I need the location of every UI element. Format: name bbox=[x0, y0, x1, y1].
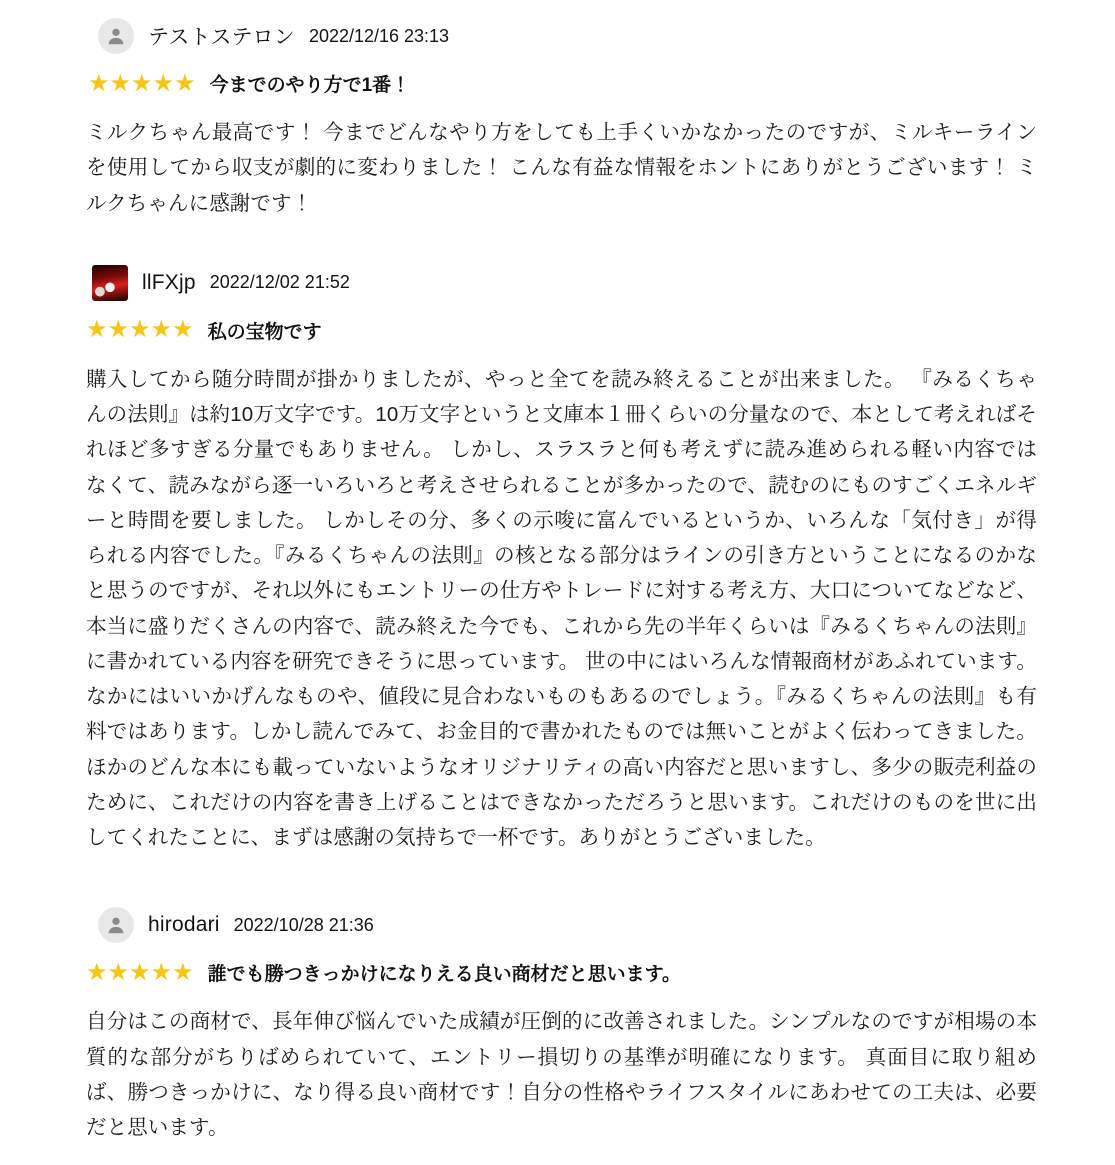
section-spacer bbox=[86, 255, 1037, 265]
review-body: ミルクちゃん最高です！ 今までどんなやり方をしても上手くいかなかったのですが、ミルキーラインを使用してから収支が劇的に変わりました！ こんな有益な情報をホントにありがとうございます！ ミルクちゃんに感謝です！ bbox=[86, 121, 1037, 215]
star-rating-icon: ★★★★★ bbox=[88, 69, 196, 97]
review-date: 2022/12/02 21:52 bbox=[209, 272, 350, 293]
user-photo-avatar bbox=[92, 265, 128, 301]
person-avatar-icon bbox=[98, 18, 134, 54]
review-header bbox=[92, 265, 1037, 301]
review-rating-row bbox=[86, 317, 1037, 344]
review-date: 2022/12/16 23:13 bbox=[308, 25, 450, 46]
review-header bbox=[98, 18, 1037, 54]
review-item bbox=[86, 265, 1037, 856]
review-title: 今までのやり方で1番！ bbox=[209, 75, 411, 96]
person-avatar-icon bbox=[98, 907, 134, 943]
review-item bbox=[86, 907, 1037, 1145]
reviewer-name: テストステロン bbox=[148, 26, 295, 49]
reviewer-name: llFXjp bbox=[142, 270, 196, 294]
review-title: 私の宝物です bbox=[207, 321, 322, 343]
review-rating-row bbox=[86, 959, 1037, 986]
review-body: 購入してから随分時間が掛かりましたが、やっと全てを読み終えることが出来ました。 『みるくちゃんの法則』は約10万文字です。10万文字というと文庫本１冊くらいの分量なので、本として考えればそれほど多すぎる分量でもありません。 しかし、スラスラと何も考えずに読み進められる軽い内容ではなくて、読みながら逐一いろいろと考えさせられることが多かったので、読むのにものすごくエネルギーと時間を要しました。 しかしその分、多くの示唆に富んでいるというか、いろんな「気付き」が得られる内容でした。『みるくちゃんの法則』の核となる部分はラインの引き方ということになるのかなと思うのですが、それ以外にもエントリーの仕方やトレードに対する考え方、大口についてなどなど、本当に盛りだくさんの内容で、読み終えた今でも、これから先の半年くらいは『みるくちゃんの法則』に書かれている内容を研究できそうに思っています。 世の中にはいろんな情報商材があふれています。なかにはいいかげんなものや、値段に見合わないものもあるのでしょう。『みるくちゃんの法則』も有料ではあります。しかし読んでみて、お金目的で書かれたものでは無いことがよく伝わってきました。ほかのどんな本にも載っていないようなオリジナリティの高い内容だと思いますし、多少の販売利益のために、これだけの内容を書き上げることはできなかっただろうと思います。これだけのものを世に出してくれたことに、まずは感謝の気持ちで一杯です。ありがとうございました。 bbox=[86, 367, 1037, 849]
review-date: 2022/10/28 21:36 bbox=[233, 914, 374, 935]
star-rating-icon: ★★★★★ bbox=[86, 958, 194, 986]
reviewer-name: hirodari bbox=[148, 913, 220, 937]
review-body: 自分はこの商材で、長年伸び悩んでいた成績が圧倒的に改善されました。シンプルなのですが相場の本質的な部分がちりばめられていて、エントリー損切りの基準が明確になります。 真面目に取り組めば、勝つきっかけに、なり得る良い商材です！自分の性格やライフスタイルにあわせての工夫は、必要だと思います。 bbox=[86, 1010, 1037, 1139]
review-title: 誰でも勝つきっかけになりえる良い商材だと思います。 bbox=[207, 964, 682, 986]
star-rating-icon: ★★★★★ bbox=[86, 316, 194, 344]
car-photo-icon bbox=[92, 265, 128, 301]
review-item bbox=[86, 18, 1037, 221]
review-header bbox=[98, 907, 1037, 943]
section-spacer bbox=[86, 889, 1037, 907]
review-rating-row bbox=[88, 70, 1037, 97]
